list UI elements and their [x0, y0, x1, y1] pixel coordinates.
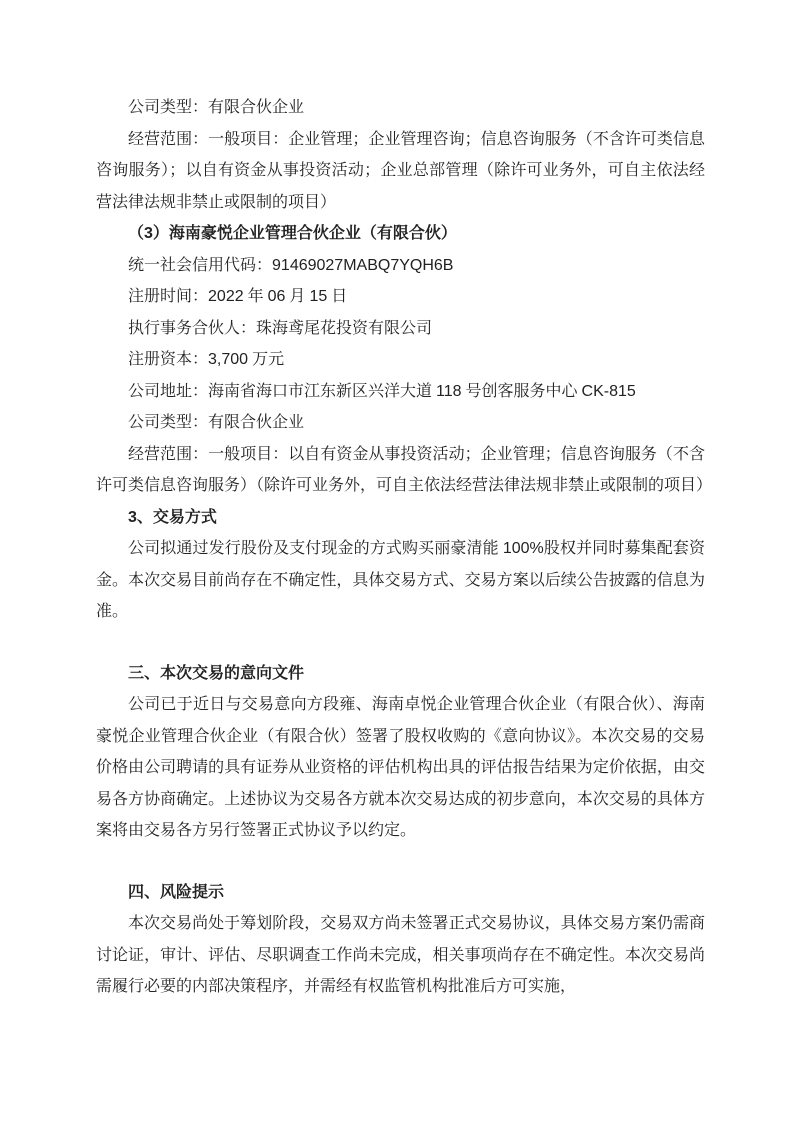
paragraph: 公司地址：海南省海口市江东新区兴洋大道 118 号创客服务中心 CK-815: [128, 382, 636, 400]
section-heading: 四、风险提示: [128, 883, 225, 901]
latin-text: 15: [309, 288, 328, 305]
paragraph: 经营范围：一般项目：以自有资金从事投资活动；企业管理；信息咨询服务（不含许可类信息咨询服务）（除许可业务外，可自主依法经营法律法规非禁止或限制的项目）: [96, 445, 713, 494]
section-heading: （3）海南豪悦企业管理合伙企业（有限合伙）: [128, 225, 457, 242]
paragraph: 统一社会信用代码：91469027MABQ7YQH6B: [128, 256, 454, 274]
paragraph: 公司类型：有限合伙企业: [128, 99, 305, 116]
latin-text: 3,700: [208, 351, 249, 368]
section-heading: 三、本次交易的意向文件: [128, 664, 305, 682]
paragraph: 公司类型：有限合伙企业: [128, 414, 305, 431]
latin-text: 3: [128, 508, 137, 526]
latin-text: 3: [144, 225, 153, 242]
latin-text: 118: [436, 382, 462, 400]
section-heading: 3、交易方式: [128, 508, 217, 526]
paragraph: 执行事务合伙人：珠海鸢尾花投资有限公司: [128, 319, 433, 337]
latin-text: 06: [267, 288, 286, 305]
paragraph: 注册时间：2022 年 06 月 15 日: [128, 288, 348, 305]
paragraph: 经营范围：一般项目：企业管理；企业管理咨询；信息咨询服务（不含许可类信息咨询服务）；以自有资金从事投资活动；企业总部管理（除许可业务外，可自主依法经营法律法规非禁止或限制的项目）: [96, 130, 705, 211]
latin-text: 100%: [502, 540, 544, 557]
paragraph: 公司拟通过发行股份及支付现金的方式购买丽豪清能 100%股权并同时募集配套资金。本次交易目前尚存在不确定性，具体交易方式、交易方案以后续公告披露的信息为准。: [96, 540, 705, 620]
paragraph: 注册资本：3,700 万元: [128, 351, 285, 368]
paragraph: 本次交易尚处于筹划阶段，交易双方尚未签署正式交易协议，具体交易方案仍需商讨论证，审计、评估、尽职调查工作尚未完成，相关事项尚存在不确定性。本次交易尚需履行必要的内部决策程序，并需经有权监管机构批准后方可实施，: [96, 915, 705, 995]
paragraph: 公司已于近日与交易意向方段雍、海南卓悦企业管理合伙企业（有限合伙）、海南豪悦企业管理合伙企业（有限合伙）签署了股权收购的《意向协议》。本次交易的交易价格由公司聘请的具有证券从业资格的评估机构出具的评估报告结果为定价依据，由交易各方协商确定。上述协议为交易各方就本次交易达成的初步意向，本次交易的具体方案将由交易各方另行签署正式协议予以约定。: [96, 696, 705, 839]
latin-text: 2022: [208, 288, 244, 305]
latin-text: 91469027MABQ7YQH6B: [272, 256, 454, 274]
latin-text: CK-815: [581, 382, 636, 400]
